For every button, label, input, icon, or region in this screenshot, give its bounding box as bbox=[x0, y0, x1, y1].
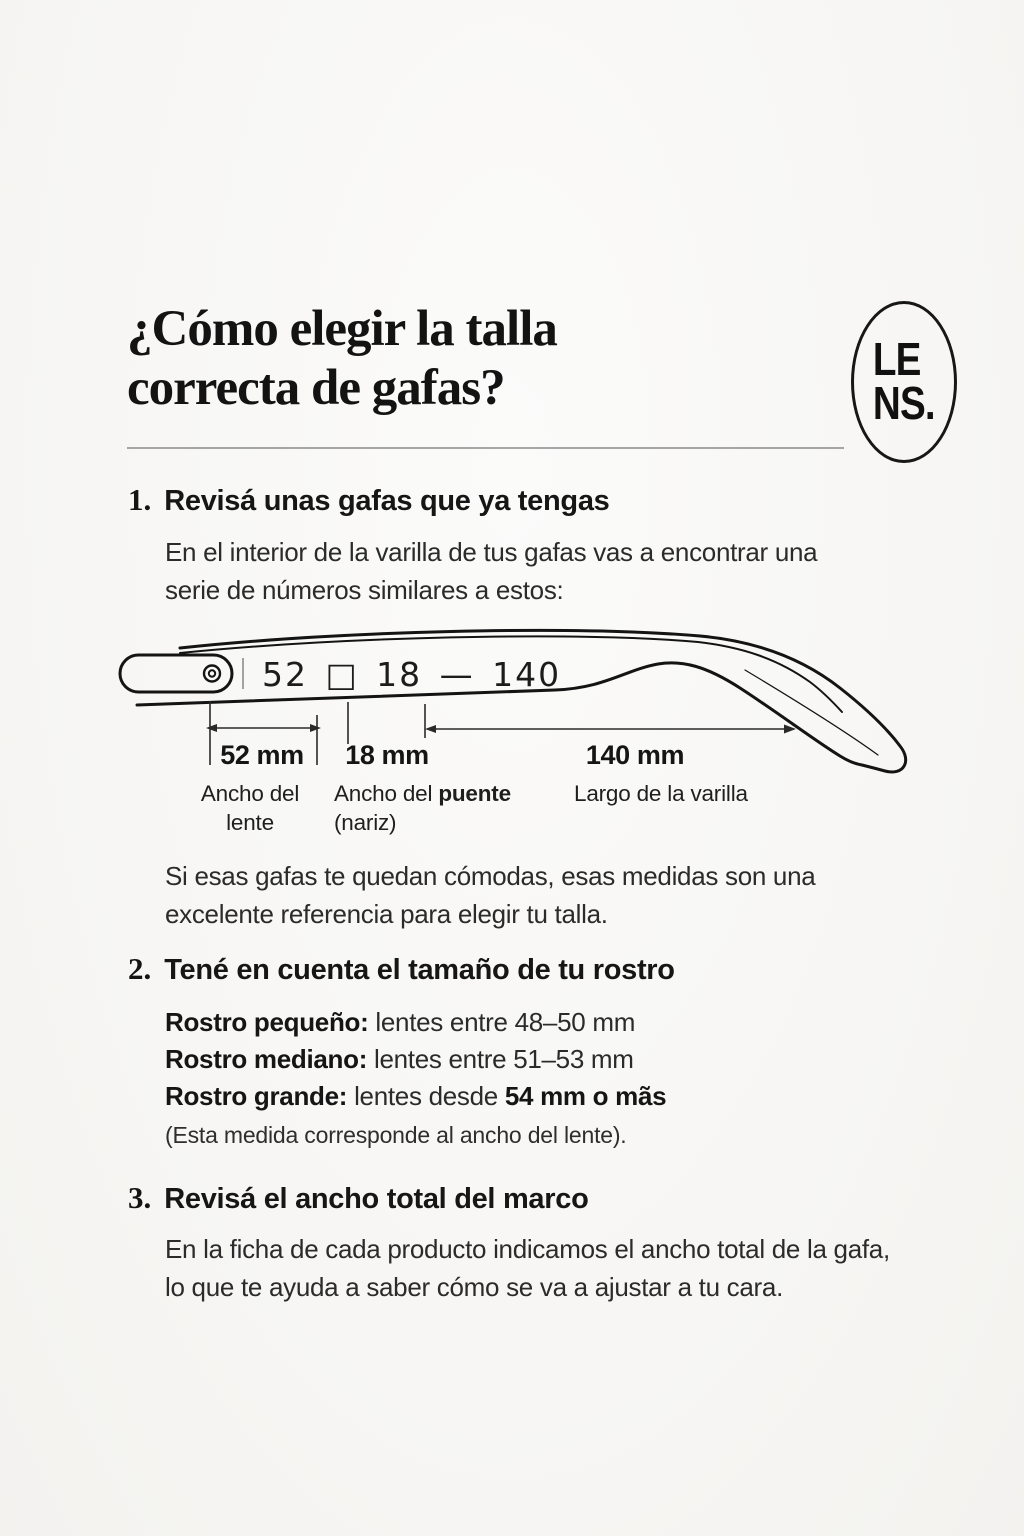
step-3-title: Revisá el ancho total del marco bbox=[164, 1183, 589, 1215]
step-1-number: 1. bbox=[128, 482, 152, 517]
step-1-heading bbox=[128, 482, 609, 518]
bridge-width-value: 18 mm bbox=[345, 740, 429, 770]
lens-width-label bbox=[180, 779, 320, 837]
lens-width-label-line-1: Ancho del bbox=[200, 781, 300, 806]
bridge-label-prefix: Ancho del bbox=[334, 781, 439, 806]
face-size-row-small bbox=[165, 1004, 666, 1041]
page-title bbox=[127, 300, 747, 418]
temple-engraving: 52 □ 18 — 140 bbox=[262, 655, 562, 694]
step-3-heading bbox=[128, 1180, 589, 1216]
temple-length-label: Largo de la varilla bbox=[574, 781, 748, 806]
face-size-list bbox=[165, 1004, 666, 1115]
bridge-width-label-line-1 bbox=[334, 779, 544, 808]
brand-logo-line-2: NS. bbox=[873, 377, 935, 429]
temple-length-value: 140 mm bbox=[585, 740, 685, 770]
page-title-line-1: ¿Cómo elegir la talla bbox=[127, 301, 557, 357]
step-1-outro-line-1: Si esas gafas te quedan cómodas, esas medidas son una bbox=[165, 861, 816, 891]
bridge-width-label bbox=[334, 779, 544, 837]
lens-width-value: 52 mm bbox=[220, 740, 304, 770]
step-3-body bbox=[165, 1230, 890, 1306]
brand-logo-line-1: LE bbox=[873, 333, 921, 386]
step-1-title: Revisá unas gafas que ya tengas bbox=[164, 485, 610, 517]
face-size-large-text: lentes desde bbox=[347, 1081, 505, 1111]
step-2-heading bbox=[128, 951, 675, 987]
face-size-large-label: Rostro grande: bbox=[165, 1081, 348, 1111]
bridge-label-bold: puente bbox=[438, 781, 511, 806]
lens-width-note: (Esta medida corresponde al ancho del lente). bbox=[165, 1122, 627, 1148]
brand-logo-text bbox=[873, 333, 935, 429]
step-3-number: 3. bbox=[128, 1180, 152, 1215]
step-1-intro-line-2: serie de números similares a estos: bbox=[165, 575, 564, 605]
face-size-row-large bbox=[165, 1078, 666, 1115]
face-size-medium-label: Rostro mediano: bbox=[165, 1044, 368, 1074]
face-size-medium-text: lentes entre 51–53 mm bbox=[367, 1044, 634, 1074]
title-divider bbox=[127, 447, 844, 449]
lens-width-label-line-2: lente bbox=[226, 810, 274, 835]
brand-logo bbox=[851, 301, 957, 463]
face-size-small-label: Rostro pequeño: bbox=[165, 1007, 369, 1037]
step-1-outro bbox=[165, 857, 815, 933]
bridge-width-label-line-2: (nariz) bbox=[334, 810, 397, 835]
screw-icon-center bbox=[209, 670, 215, 676]
arrowhead-temple-left bbox=[425, 725, 436, 733]
step-3-body-line-1: En la ficha de cada producto indicamos el ancho total de la gafa, bbox=[165, 1234, 890, 1264]
step-2-number: 2. bbox=[128, 951, 152, 986]
screw-icon bbox=[204, 666, 220, 682]
face-size-small-text: lentes entre 48–50 mm bbox=[368, 1007, 636, 1037]
face-size-row-medium bbox=[165, 1041, 666, 1078]
page-title-line-2: correcta de gafas? bbox=[127, 360, 505, 417]
arrowhead-lens-right bbox=[310, 724, 321, 732]
step-3-body-line-2: lo que te ayuda a saber cómo se va a ajustar a tu cara. bbox=[165, 1272, 783, 1302]
arrowhead-lens-left bbox=[206, 724, 217, 732]
step-2-title: Tené en cuenta el tamaño de tu rostro bbox=[164, 954, 675, 986]
face-size-large-bold: 54 mm o mãs bbox=[504, 1081, 667, 1111]
step-1-outro-line-2: excelente referencia para elegir tu talla. bbox=[165, 899, 608, 929]
step-1-intro-line-1: En el interior de la varilla de tus gafas vas a encontrar una bbox=[165, 537, 818, 567]
